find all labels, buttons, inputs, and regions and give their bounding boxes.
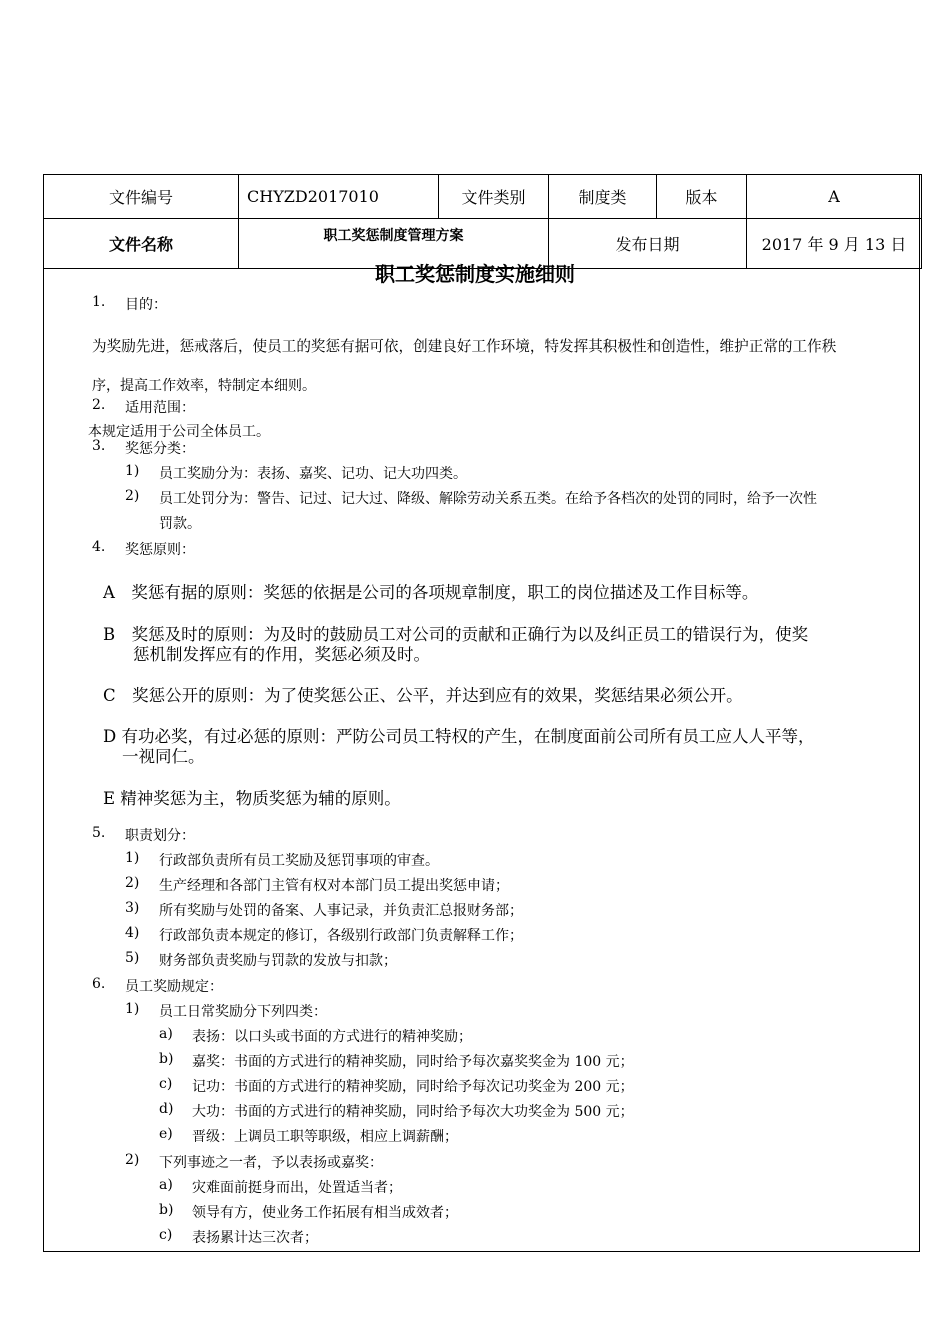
doc-type-label: 文件类别 [439,175,549,219]
deed-c-number: c) [159,1227,173,1243]
section-5-heading: 职责划分： [125,828,195,844]
date-label: 发布日期 [549,219,747,269]
section-6-group-2: 下列事迹之一者，予以表扬或嘉奖： [159,1155,383,1171]
version-value: A [747,175,922,219]
section-6-number: 6. [92,976,106,992]
reward-b-number: b) [159,1051,174,1067]
reward-b: 嘉奖：书面的方式进行的精神奖励，同时给予每次嘉奖奖金为 100 元； [192,1054,634,1070]
reward-d: 大功：书面的方式进行的精神奖励，同时给予每次大功奖金为 500 元； [192,1104,634,1120]
section-3-item-1-number: 1) [125,463,140,479]
reward-c-number: c) [159,1076,173,1092]
deed-a: 灾难面前挺身而出，处置适当者； [192,1180,402,1196]
deed-b-number: b) [159,1202,174,1218]
section-5-item-5-number: 5) [125,950,140,966]
deed-c: 表扬累计达三次者； [192,1230,318,1246]
section-3-item-2-number: 2) [125,488,140,504]
section-5-item-3-number: 3) [125,900,140,916]
doc-type-value: 制度类 [549,175,657,219]
section-5-item-1: 行政部负责所有员工奖励及惩罚事项的审查。 [159,853,439,869]
section-5-item-4-number: 4) [125,925,140,941]
section-6-group-1: 员工日常奖励分下列四类： [159,1004,327,1020]
doc-name-label: 文件名称 [44,219,239,269]
section-5-item-5: 财务部负责奖励与罚款的发放与扣款； [159,953,397,969]
reward-e-number: e) [159,1126,173,1142]
section-4-number: 4. [92,539,106,555]
section-3-item-2-cont: 罚款。 [159,516,201,532]
principle-a: A 奖惩有据的原则：奖惩的依据是公司的各项规章制度，职工的岗位描述及工作目标等。 [103,583,759,602]
section-3-heading: 奖惩分类： [125,441,195,457]
section-5-item-2-number: 2) [125,875,140,891]
principle-c: C 奖惩公开的原则：为了使奖惩公正、公平，并达到应有的效果，奖惩结果必须公开。 [103,686,743,705]
doc-no-label: 文件编号 [44,175,239,219]
principle-b-line-1: B 奖惩及时的原则：为及时的鼓励员工对公司的贡献和正确行为以及纠正员工的错误行为，使奖 [103,625,809,644]
section-6-heading: 员工奖励规定： [125,979,223,995]
header-row-1 [44,175,922,219]
section-5-item-1-number: 1) [125,850,140,866]
principle-e: E 精神奖惩为主，物质奖惩为辅的原则。 [103,789,401,808]
deed-b: 领导有方，使业务工作拓展有相当成效者； [192,1205,458,1221]
principle-d-line-2: 一视同仁。 [122,747,205,766]
section-2-paragraph: 本规定适用于公司全体员工。 [88,424,270,440]
page-title: 职工奖惩制度实施细则 [375,262,575,286]
section-2-heading: 适用范围： [125,400,195,416]
section-6-group-2-number: 2) [125,1152,140,1168]
section-1-paragraph-line-1: 为奖励先进，惩戒落后，使员工的奖惩有据可依，创建良好工作环境，特发挥其积极性和创造性，维护正常的工作秩 [92,338,837,355]
reward-c: 记功：书面的方式进行的精神奖励，同时给予每次记功奖金为 200 元； [192,1079,634,1095]
section-5-item-3: 所有奖励与处罚的备案、人事记录，并负责汇总报财务部； [159,903,523,919]
date-value: 2017 年 9 月 13 日 [747,219,922,269]
section-3-number: 3. [92,438,106,454]
section-1-heading: 目的： [125,297,167,313]
section-4-heading: 奖惩原则： [125,542,195,558]
deed-a-number: a) [159,1177,173,1193]
section-1-number: 1. [92,294,106,310]
section-3-item-2: 员工处罚分为：警告、记过、记大过、降级、解除劳动关系五类。在给予各档次的处罚的同时，给予一次性 [159,491,817,507]
reward-a: 表扬：以口头或书面的方式进行的精神奖励； [192,1029,472,1045]
section-1-paragraph-line-2: 序，提高工作效率，特制定本细则。 [92,378,316,394]
section-5-item-2: 生产经理和各部门主管有权对本部门员工提出奖惩申请； [159,878,509,894]
section-5-item-4: 行政部负责本规定的修订，各级别行政部门负责解释工作； [159,928,523,944]
section-5-number: 5. [92,825,106,841]
section-6-group-1-number: 1) [125,1001,140,1017]
reward-a-number: a) [159,1026,173,1042]
version-label: 版本 [657,175,747,219]
section-2-number: 2. [92,397,106,413]
doc-no-value: CHYZD2017010 [239,175,439,219]
principle-d-line-1: D 有功必奖，有过必惩的原则：严防公司员工特权的产生，在制度面前公司所有员工应人人平等， [103,727,815,746]
doc-name-value: 职工奖惩制度管理方案 [239,219,549,269]
reward-d-number: d) [159,1101,174,1117]
reward-e: 晋级：上调员工职等职级，相应上调薪酬； [192,1129,458,1145]
principle-b-line-2: 惩机制发挥应有的作用，奖惩必须及时。 [133,645,430,664]
section-3-item-1: 员工奖励分为：表扬、嘉奖、记功、记大功四类。 [159,466,467,482]
header-table [43,174,922,269]
